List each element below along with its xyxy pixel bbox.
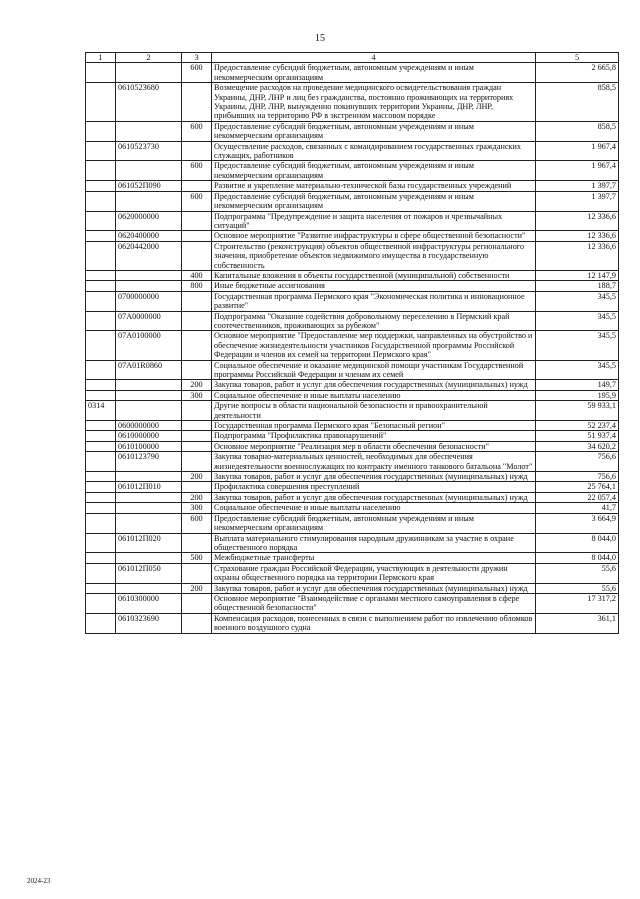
table-row <box>86 191 619 211</box>
target-article-cell <box>116 401 182 421</box>
description-cell: Подпрограмма "Предупреждение и защита населения от пожаров и чрезвычайных ситуаций" <box>212 211 536 231</box>
target-article-cell <box>116 492 182 502</box>
description-cell: Капитальные вложения в объекты государственной (муниципальной) собственности <box>212 270 536 280</box>
target-article-cell: 061052П090 <box>116 181 182 191</box>
amount-cell: 345,5 <box>536 311 619 331</box>
section-code-cell <box>86 121 116 141</box>
description-cell: Социальное обеспечение и оказание медицинской помощи участникам Государственной программы Российской Федерации и членам их семей <box>212 360 536 380</box>
description-cell: Возмещение расходов на проведение медицинского освидетельствования граждан Украины, ДНР, ЛНР и лиц без гражданства, постоянно проживающих на территориях Украины, ДНР, ЛНР, вынужденно покинувших территории Украины, ДНР, ЛНР, прибывших на территорию РФ в экстренном массовом порядке <box>212 83 536 122</box>
expense-type-cell <box>182 421 212 431</box>
section-code-cell <box>86 533 116 553</box>
table-row <box>86 231 619 241</box>
expense-type-cell: 600 <box>182 121 212 141</box>
expense-type-cell <box>182 211 212 231</box>
table-row <box>86 121 619 141</box>
amount-cell: 2 665,8 <box>536 63 619 83</box>
section-code-cell <box>86 452 116 472</box>
section-code-cell <box>86 380 116 390</box>
amount-cell: 188,7 <box>536 281 619 291</box>
target-article-cell <box>116 503 182 513</box>
table-row <box>86 331 619 360</box>
description-cell: Подпрограмма "Профилактика правонарушений" <box>212 431 536 441</box>
section-code-cell <box>86 360 116 380</box>
target-article-cell: 061012П020 <box>116 533 182 553</box>
amount-cell: 55,6 <box>536 583 619 593</box>
expense-type-cell <box>182 482 212 492</box>
page-number: 15 <box>315 33 325 44</box>
table-row <box>86 141 619 161</box>
expense-type-cell <box>182 181 212 191</box>
description-cell: Основное мероприятие "Предоставление мер поддержки, направленных на обустройство и обеспечение жизнедеятельности участников Государственной программы Российской Федерации и членов их семей на территории Пермского края" <box>212 331 536 360</box>
description-cell: Иные бюджетные ассигнования <box>212 281 536 291</box>
expense-type-cell: 500 <box>182 553 212 563</box>
target-article-cell <box>116 121 182 141</box>
target-article-cell: 0620442000 <box>116 241 182 270</box>
description-cell: Развитие и укрепление материально-технической базы государственных учреждений <box>212 181 536 191</box>
target-article-cell <box>116 472 182 482</box>
expense-type-cell <box>182 431 212 441</box>
target-article-cell: 0610300000 <box>116 593 182 613</box>
table-row <box>86 380 619 390</box>
table-row <box>86 503 619 513</box>
amount-cell: 12 336,6 <box>536 231 619 241</box>
target-article-cell: 07А0100000 <box>116 331 182 360</box>
section-code-cell <box>86 291 116 311</box>
section-code-cell: 0314 <box>86 401 116 421</box>
amount-cell: 3 664,9 <box>536 513 619 533</box>
target-article-cell: 061012П010 <box>116 482 182 492</box>
description-cell: Закупка товаров, работ и услуг для обеспечения государственных (муниципальных) нужд <box>212 492 536 502</box>
expense-type-cell: 200 <box>182 492 212 502</box>
section-code-cell <box>86 492 116 502</box>
description-cell: Закупка товаров, работ и услуг для обеспечения государственных (муниципальных) нужд <box>212 472 536 482</box>
description-cell: Межбюджетные трансферты <box>212 553 536 563</box>
amount-cell: 345,5 <box>536 331 619 360</box>
table-row <box>86 181 619 191</box>
header-col-1: 1 <box>86 53 116 63</box>
amount-cell: 858,5 <box>536 121 619 141</box>
table-row <box>86 513 619 533</box>
target-article-cell: 0620000000 <box>116 211 182 231</box>
amount-cell: 1 397,7 <box>536 181 619 191</box>
table-row <box>86 441 619 451</box>
expense-type-cell <box>182 360 212 380</box>
amount-cell: 345,5 <box>536 360 619 380</box>
expense-type-cell: 300 <box>182 390 212 400</box>
description-cell: Другие вопросы в области национальной безопасности и правоохранительной деятельности <box>212 401 536 421</box>
target-article-cell: 07А0000000 <box>116 311 182 331</box>
amount-cell: 25 764,1 <box>536 482 619 492</box>
section-code-cell <box>86 311 116 331</box>
amount-cell: 55,6 <box>536 563 619 583</box>
target-article-cell <box>116 380 182 390</box>
description-cell: Социальное обеспечение и иные выплаты населению <box>212 390 536 400</box>
description-cell: Государственная программа Пермского края "Экономическая политика и инновационное развитие" <box>212 291 536 311</box>
table-row <box>86 431 619 441</box>
amount-cell: 59 933,1 <box>536 401 619 421</box>
description-cell: Закупка товаров, работ и услуг для обеспечения государственных (муниципальных) нужд <box>212 380 536 390</box>
target-article-cell: 0610523680 <box>116 83 182 122</box>
expense-type-cell: 800 <box>182 281 212 291</box>
table-row <box>86 83 619 122</box>
amount-cell: 1 397,7 <box>536 191 619 211</box>
target-article-cell <box>116 281 182 291</box>
target-article-cell <box>116 191 182 211</box>
expense-type-cell <box>182 331 212 360</box>
expense-type-cell: 600 <box>182 513 212 533</box>
target-article-cell: 0610323690 <box>116 613 182 633</box>
amount-cell: 8 044,0 <box>536 553 619 563</box>
section-code-cell <box>86 513 116 533</box>
expense-type-cell <box>182 141 212 161</box>
description-cell: Государственная программа Пермского края "Безопасный регион" <box>212 421 536 431</box>
section-code-cell <box>86 83 116 122</box>
budget-table <box>85 52 619 634</box>
table-row <box>86 281 619 291</box>
section-code-cell <box>86 431 116 441</box>
section-code-cell <box>86 563 116 583</box>
header-col-4: 4 <box>212 53 536 63</box>
section-code-cell <box>86 63 116 83</box>
amount-cell: 1 967,4 <box>536 141 619 161</box>
description-cell: Предоставление субсидий бюджетным, автономным учреждениям и иным некоммерческим организациям <box>212 513 536 533</box>
section-code-cell <box>86 421 116 431</box>
section-code-cell <box>86 211 116 231</box>
amount-cell: 34 620,2 <box>536 441 619 451</box>
section-code-cell <box>86 553 116 563</box>
description-cell: Подпрограмма "Оказание содействия добровольному переселению в Пермский край соотечественников, проживающих за рубежом" <box>212 311 536 331</box>
description-cell: Закупка товарно-материальных ценностей, необходимых для обеспечения жизнедеятельности военнослужащих по контракту именного танкового батальона "Молот" <box>212 452 536 472</box>
amount-cell: 8 044,0 <box>536 533 619 553</box>
target-article-cell <box>116 270 182 280</box>
target-article-cell: 061012П050 <box>116 563 182 583</box>
section-code-cell <box>86 231 116 241</box>
table-row <box>86 533 619 553</box>
target-article-cell: 0700000000 <box>116 291 182 311</box>
amount-cell: 756,6 <box>536 472 619 482</box>
table-row <box>86 291 619 311</box>
expense-type-cell <box>182 231 212 241</box>
description-cell: Выплата материального стимулирования народным дружинникам за участие в охране общественного порядка <box>212 533 536 553</box>
target-article-cell <box>116 390 182 400</box>
table-row <box>86 421 619 431</box>
amount-cell: 52 237,4 <box>536 421 619 431</box>
target-article-cell <box>116 583 182 593</box>
table-row <box>86 593 619 613</box>
target-article-cell: 0600000000 <box>116 421 182 431</box>
amount-cell: 858,5 <box>536 83 619 122</box>
amount-cell: 345,5 <box>536 291 619 311</box>
description-cell: Основное мероприятие "Взаимодействие с органами местного самоуправления в сфере общественной безопасности" <box>212 593 536 613</box>
expense-type-cell: 200 <box>182 583 212 593</box>
description-cell: Компенсация расходов, понесенных в связи с выполнением работ по извлечению обломков военного воздушного судна <box>212 613 536 633</box>
table-row <box>86 401 619 421</box>
table-row <box>86 563 619 583</box>
amount-cell: 17 317,2 <box>536 593 619 613</box>
expense-type-cell: 200 <box>182 472 212 482</box>
expense-type-cell <box>182 441 212 451</box>
section-code-cell <box>86 482 116 492</box>
expense-type-cell <box>182 452 212 472</box>
target-article-cell: 0620400000 <box>116 231 182 241</box>
table-row <box>86 583 619 593</box>
section-code-cell <box>86 181 116 191</box>
header-col-5: 5 <box>536 53 619 63</box>
table-row <box>86 241 619 270</box>
target-article-cell <box>116 553 182 563</box>
table-row <box>86 211 619 231</box>
description-cell: Закупка товаров, работ и услуг для обеспечения государственных (муниципальных) нужд <box>212 583 536 593</box>
expense-type-cell: 200 <box>182 380 212 390</box>
amount-cell: 12 336,6 <box>536 211 619 231</box>
table-row <box>86 360 619 380</box>
section-code-cell <box>86 613 116 633</box>
description-cell: Основное мероприятие "Развитие инфраструктуры в сфере общественной безопасности" <box>212 231 536 241</box>
amount-cell: 149,7 <box>536 380 619 390</box>
description-cell: Социальное обеспечение и иные выплаты населению <box>212 503 536 513</box>
amount-cell: 1 967,4 <box>536 161 619 181</box>
table-row <box>86 161 619 181</box>
table-row <box>86 390 619 400</box>
table-header-row <box>86 53 619 63</box>
target-article-cell <box>116 513 182 533</box>
table-row <box>86 472 619 482</box>
target-article-cell: 0610123790 <box>116 452 182 472</box>
header-col-3: 3 <box>182 53 212 63</box>
target-article-cell <box>116 63 182 83</box>
table-row <box>86 452 619 472</box>
table-row <box>86 63 619 83</box>
expense-type-cell <box>182 241 212 270</box>
amount-cell: 41,7 <box>536 503 619 513</box>
amount-cell: 22 057,4 <box>536 492 619 502</box>
description-cell: Предоставление субсидий бюджетным, автономным учреждениям и иным некоммерческим организациям <box>212 191 536 211</box>
description-cell: Страхование граждан Российской Федерации, участвующих в деятельности дружин охраны общественного порядка на территории Пермского края <box>212 563 536 583</box>
expense-type-cell <box>182 291 212 311</box>
section-code-cell <box>86 503 116 513</box>
section-code-cell <box>86 141 116 161</box>
table-row <box>86 311 619 331</box>
amount-cell: 756,6 <box>536 452 619 472</box>
section-code-cell <box>86 191 116 211</box>
table-row <box>86 492 619 502</box>
section-code-cell <box>86 583 116 593</box>
expense-type-cell <box>182 563 212 583</box>
description-cell: Основное мероприятие "Реализация мер в области обеспечения безопасности" <box>212 441 536 451</box>
expense-type-cell <box>182 311 212 331</box>
section-code-cell <box>86 331 116 360</box>
expense-type-cell: 600 <box>182 191 212 211</box>
expense-type-cell: 400 <box>182 270 212 280</box>
expense-type-cell <box>182 613 212 633</box>
header-col-2: 2 <box>116 53 182 63</box>
expense-type-cell <box>182 83 212 122</box>
expense-type-cell: 300 <box>182 503 212 513</box>
target-article-cell: 0610100000 <box>116 441 182 451</box>
table-row <box>86 613 619 633</box>
target-article-cell: 07А01R0860 <box>116 360 182 380</box>
expense-type-cell: 600 <box>182 63 212 83</box>
expense-type-cell: 600 <box>182 161 212 181</box>
amount-cell: 12 147,9 <box>536 270 619 280</box>
description-cell: Предоставление субсидий бюджетным, автономным учреждениям и иным некоммерческим организациям <box>212 161 536 181</box>
section-code-cell <box>86 441 116 451</box>
target-article-cell <box>116 161 182 181</box>
target-article-cell: 0610000000 <box>116 431 182 441</box>
description-cell: Профилактика совершения преступлений <box>212 482 536 492</box>
table-row <box>86 553 619 563</box>
description-cell: Предоставление субсидий бюджетным, автономным учреждениям и иным некоммерческим организациям <box>212 121 536 141</box>
section-code-cell <box>86 390 116 400</box>
description-cell: Осуществление расходов, связанных с командированием государственных гражданских служащих, работников <box>212 141 536 161</box>
amount-cell: 195,9 <box>536 390 619 400</box>
section-code-cell <box>86 241 116 270</box>
footer-code: 2024-23 <box>27 877 51 885</box>
target-article-cell: 0610523730 <box>116 141 182 161</box>
section-code-cell <box>86 161 116 181</box>
section-code-cell <box>86 472 116 482</box>
description-cell: Строительство (реконструкция) объектов общественной инфраструктуры регионального значения, приобретение объектов недвижимого имущества в государственную собственность <box>212 241 536 270</box>
description-cell: Предоставление субсидий бюджетным, автономным учреждениям и иным некоммерческим организациям <box>212 63 536 83</box>
table-row <box>86 482 619 492</box>
table-row <box>86 270 619 280</box>
expense-type-cell <box>182 593 212 613</box>
amount-cell: 361,1 <box>536 613 619 633</box>
expense-type-cell <box>182 401 212 421</box>
section-code-cell <box>86 270 116 280</box>
section-code-cell <box>86 281 116 291</box>
amount-cell: 51 937,4 <box>536 431 619 441</box>
section-code-cell <box>86 593 116 613</box>
expense-type-cell <box>182 533 212 553</box>
amount-cell: 12 336,6 <box>536 241 619 270</box>
